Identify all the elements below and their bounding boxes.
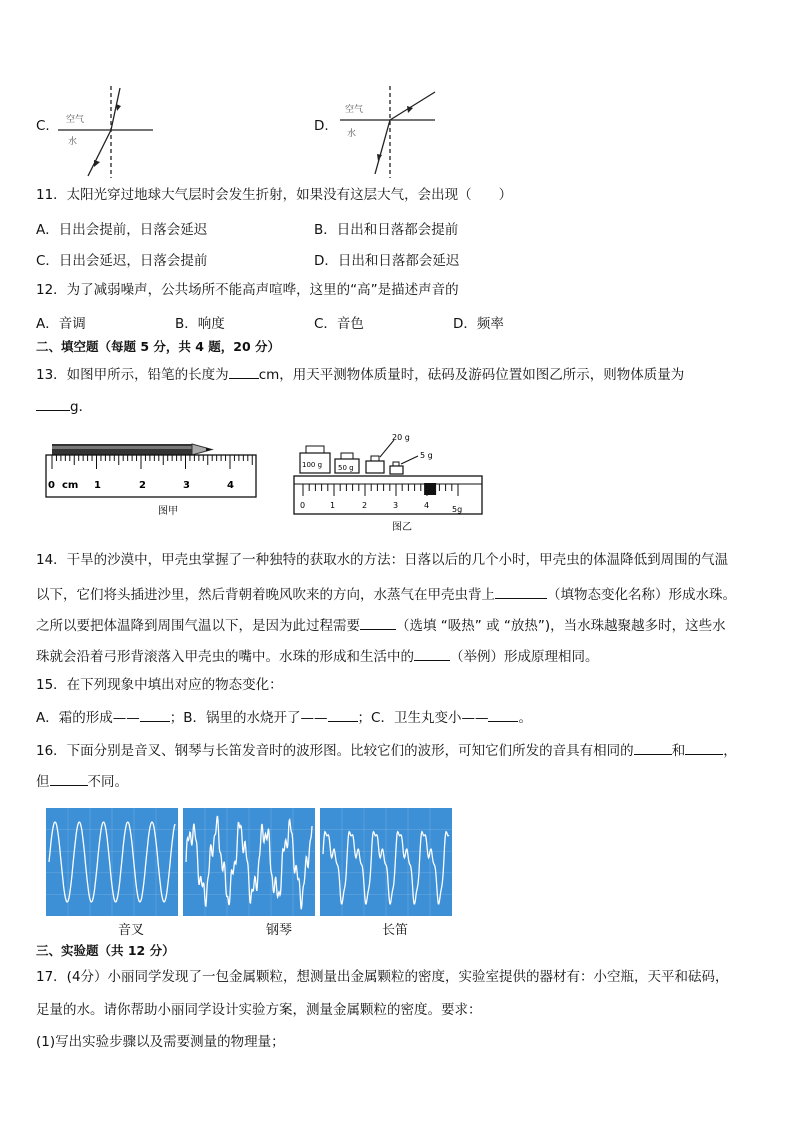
q11-option-c: C．日出会延迟，日落会提前 xyxy=(36,253,208,269)
q16-text: 但 xyxy=(36,774,50,790)
q15-option-c: ；C．卫生丸变小—— xyxy=(357,710,489,726)
question-14-line2 xyxy=(36,584,736,604)
label-water: 水 xyxy=(347,129,357,139)
option-c-label: C. xyxy=(36,118,50,134)
q16-text: 不同。 xyxy=(87,774,128,790)
q14-text: 之所以要把体温降到周围气温以下，是因为此过程需要 xyxy=(36,618,360,634)
ruler-unit: cm xyxy=(62,480,79,491)
q13-unit: g． xyxy=(70,399,93,415)
q14-text: （填物态变化名称）形成水珠。 xyxy=(547,587,736,603)
answer-blank[interactable] xyxy=(50,771,88,786)
figure-yi-balance xyxy=(290,428,490,536)
figure-jia-ruler xyxy=(40,438,265,520)
beam-tick-2: 2 xyxy=(362,501,368,510)
answer-blank[interactable] xyxy=(495,584,547,599)
question-13-stem xyxy=(36,364,684,384)
ruler-tick-1: 1 xyxy=(94,480,101,491)
answer-blank[interactable] xyxy=(634,740,672,755)
ruler-tick-4: 4 xyxy=(227,480,234,491)
q12-option-b: B．响度 xyxy=(175,316,225,332)
label-air: 空气 xyxy=(345,105,364,115)
q12-option-a: A．音调 xyxy=(36,316,86,332)
question-17-line1: 17．(4分）小丽同学发现了一包金属颗粒，想测量出金属颗粒的密度，实验室提供的器材有：小空瓶，天平和砝码， xyxy=(36,969,729,985)
answer-blank[interactable] xyxy=(685,740,723,755)
question-16-line2 xyxy=(36,771,128,791)
option-d-label: D. xyxy=(314,118,329,134)
beam-tick-5: 5g xyxy=(452,505,463,514)
q13-text-2: cm，用天平测物体质量时，砝码及游码位置如图乙所示，则物体质量为 xyxy=(258,367,685,383)
question-17-line3: (1)写出实验步骤以及需要测量的物理量； xyxy=(36,1034,285,1050)
q14-text: 以下，它们将头插进沙里，然后背朝着晚风吹来的方向，水蒸气在甲壳虫背上 xyxy=(36,587,495,603)
weight-5g: 5 g xyxy=(420,451,433,460)
ruler-tick-2: 2 xyxy=(139,480,146,491)
q16-text: 和 xyxy=(671,743,686,759)
question-11-stem: 11．太阳光穿过地球大气层时会发生折射，如果没有这层大气，会出现（ ） xyxy=(36,187,513,203)
q14-text: （选填 “吸热” 或 “放热”)，当水珠越聚越多时，这些水 xyxy=(396,618,726,634)
refraction-diagram-c xyxy=(58,86,158,181)
question-16-line1 xyxy=(36,740,737,760)
q11-option-a: A．日出会提前，日落会延迟 xyxy=(36,222,208,238)
question-14-line4 xyxy=(36,646,599,666)
q11-option-d: D．日出和日落都会延迟 xyxy=(314,253,460,269)
weight-20g: 20 g xyxy=(392,433,410,442)
answer-blank[interactable] xyxy=(414,646,450,661)
waveform-figures xyxy=(46,808,452,916)
answer-blank[interactable] xyxy=(360,615,396,630)
weight-50g: 50 g xyxy=(338,464,354,472)
ruler-zero: 0 xyxy=(48,480,55,491)
refraction-diagram-d xyxy=(335,86,440,181)
beam-tick-0: 0 xyxy=(300,501,306,510)
q12-option-d: D．频率 xyxy=(453,316,504,332)
question-15-options xyxy=(36,707,532,727)
section-3-heading: 三、实验题（共 12 分） xyxy=(36,943,175,958)
answer-blank[interactable] xyxy=(36,396,70,411)
q14-text: （举例）形成原理相同。 xyxy=(450,649,599,665)
q14-text: 珠就会沿着弓形背滚落入甲壳虫的嘴中。水珠的形成和生活中的 xyxy=(36,649,414,665)
figure-yi-caption: 图乙 xyxy=(392,522,412,533)
question-15-stem: 15．在下列现象中填出对应的物态变化： xyxy=(36,677,283,693)
wave-label-piano: 钢琴 xyxy=(266,923,293,938)
q12-option-c: C．音色 xyxy=(314,316,364,332)
wave-label-flute: 长笛 xyxy=(382,923,409,938)
question-14-line3 xyxy=(36,615,726,635)
question-14-line1: 14．干旱的沙漠中，甲壳虫掌握了一种独特的获取水的方法：日落以后的几个小时，甲壳虫的体温降低到周围的气温 xyxy=(36,552,729,568)
answer-blank[interactable] xyxy=(328,707,358,722)
q13-text-1: 13．如图甲所示，铅笔的长度为 xyxy=(36,367,229,383)
q15-option-a: A．霜的形成—— xyxy=(36,710,140,726)
ruler-tick-3: 3 xyxy=(183,480,190,491)
beam-tick-3: 3 xyxy=(393,501,399,510)
rider xyxy=(424,483,436,495)
answer-blank[interactable] xyxy=(229,364,259,379)
section-2-heading: 二、填空题（每题 5 分，共 4 题，20 分） xyxy=(36,339,281,354)
q11-option-b: B．日出和日落都会提前 xyxy=(314,222,459,238)
question-13-line2 xyxy=(36,396,92,416)
q15-end: 。 xyxy=(518,710,532,726)
q16-text: 16．下面分别是音叉、钢琴与长笛发音时的波形图。比较它们的波形，可知它们所发的音具有相同的 xyxy=(36,743,634,759)
wave-label-tuning-fork: 音叉 xyxy=(118,923,145,938)
beam-tick-1: 1 xyxy=(330,501,336,510)
question-17-line2: 足量的水。请你帮助小丽同学设计实验方案，测量金属颗粒的密度。要求： xyxy=(36,1002,482,1018)
q15-option-b: ；B．锅里的水烧开了—— xyxy=(169,710,328,726)
beam-tick-4: 4 xyxy=(424,501,430,510)
answer-blank[interactable] xyxy=(488,707,518,722)
q16-text: ， xyxy=(723,743,737,759)
answer-blank[interactable] xyxy=(140,707,170,722)
figure-jia-caption: 图甲 xyxy=(158,506,178,517)
weight-100g: 100 g xyxy=(302,461,323,469)
label-air: 空气 xyxy=(66,115,85,125)
label-water: 水 xyxy=(68,137,78,147)
question-12-stem: 12．为了减弱噪声，公共场所不能高声喧哗，这里的“高”是描述声音的 xyxy=(36,282,459,298)
